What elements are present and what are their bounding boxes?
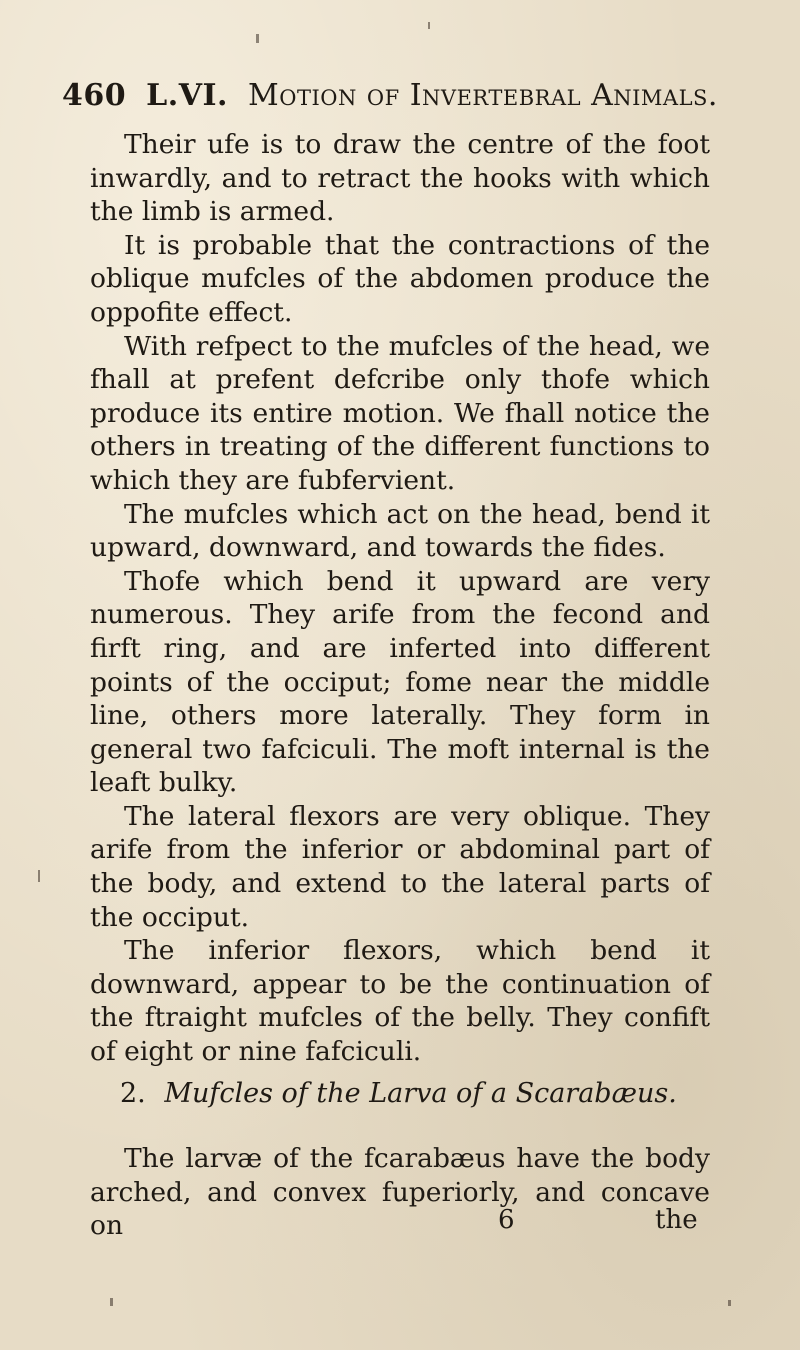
paragraph: Their ufe is to draw the centre of the foot inwardly, and to retract the hooks with which the limb is armed. (90, 129, 710, 228)
running-title: Motion of Invertebral Animals. (248, 78, 718, 113)
body-text (90, 128, 710, 1069)
paragraph: It is probable that the contractions of the oblique mufcles of the abdomen produce the oppofite effect. (90, 229, 710, 328)
page-number: 460 (62, 78, 127, 113)
section-heading (120, 1078, 680, 1109)
page-speck (256, 34, 259, 43)
page-speck (728, 1300, 731, 1306)
signature-mark: 6 (498, 1205, 515, 1235)
paragraph: The larvæ of the fcarabæus have the body arched, and convex fuperiorly, and concave on (90, 1143, 710, 1242)
paragraph: The lateral flexors are very oblique. They arife from the inferior or abdominal part of the body, and extend to the lateral parts of the occiput. (90, 800, 710, 933)
page-speck (428, 22, 430, 29)
chapter-label: L.VI. (146, 78, 228, 113)
paragraph: The inferior flexors, which bend it downward, appear to be the continuation of the ftraight mufcles of the belly. They confift of eight or nine fafciculi. (90, 935, 710, 1068)
running-header (62, 78, 718, 113)
paragraph: With refpect to the mufcles of the head, we fhall at prefent defcribe only thofe which produce its entire motion. We fhall notice the others in treating of the different functions to which they are fubfervient. (90, 330, 710, 496)
tail-text (90, 1142, 710, 1243)
section-number: 2. (120, 1078, 146, 1109)
page-speck (38, 870, 40, 882)
paragraph: Thofe which bend it upward are very numerous. They arife from the fecond and firft ring, and are inferted into different points of the occiput; fome near the middle line, others more laterally. They form in general two fafciculi. The moft internal is the leaft bulky. (90, 565, 710, 799)
paragraph: The mufcles which act on the head, bend it upward, downward, and towards the fides. (90, 498, 710, 564)
catchword: the (655, 1205, 698, 1235)
page-speck (110, 1298, 113, 1306)
section-title: Mufcles of the Larva of a Scarabæus. (164, 1078, 677, 1109)
